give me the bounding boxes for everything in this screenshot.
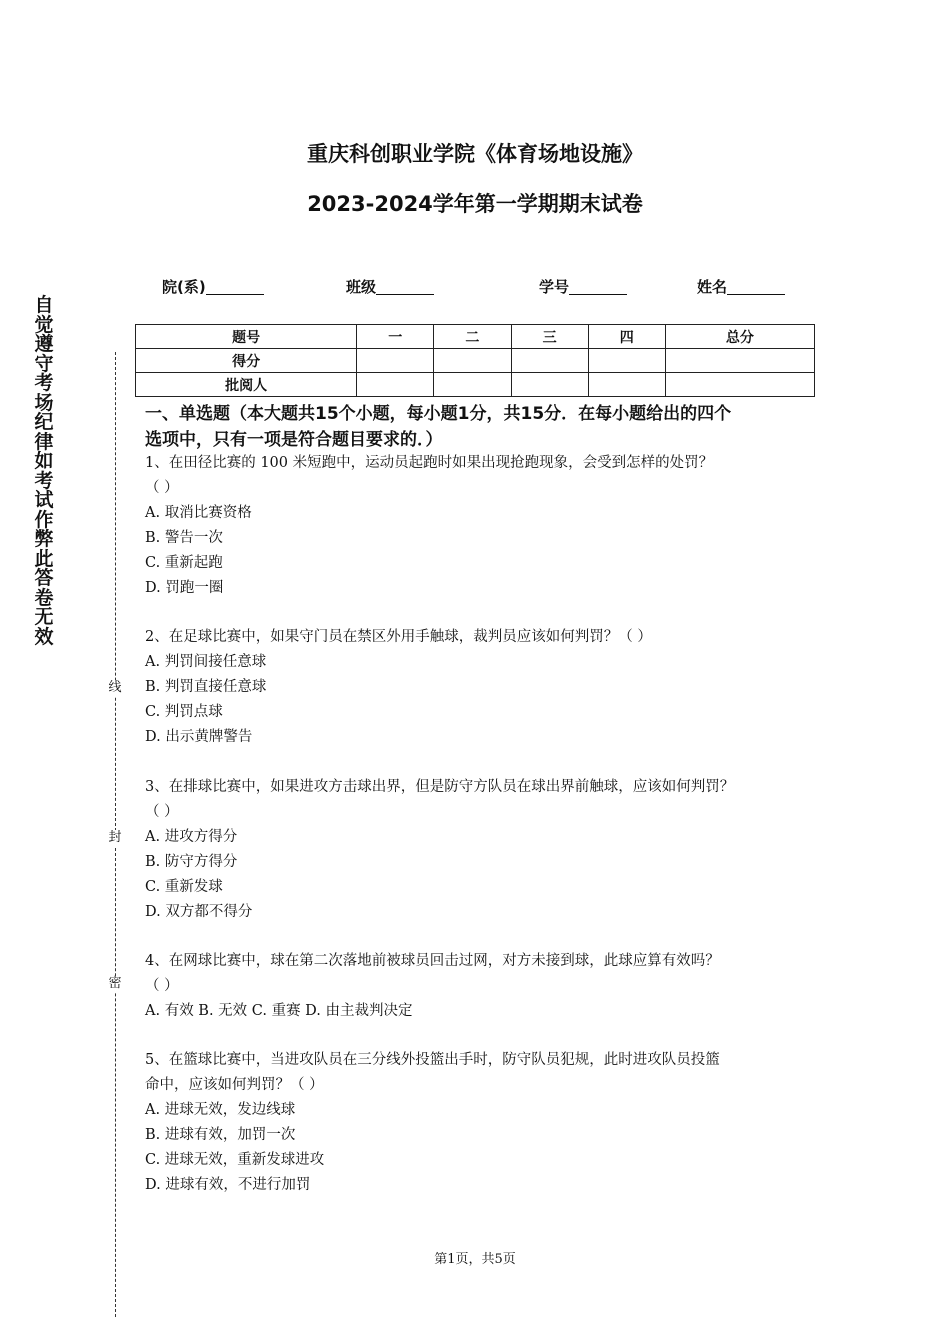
exam-title-line1: 重庆科创职业学院《体育场地设施》 <box>307 142 643 166</box>
student-id-field <box>539 276 627 297</box>
question-stem: （ ） <box>145 480 179 496</box>
class-field <box>346 276 434 297</box>
notice-char: 律 <box>34 430 54 453</box>
exam-title-line2: 2023-2024学年第一学期期末试卷 <box>307 192 643 216</box>
notice-char: 觉 <box>34 313 54 336</box>
option-d[interactable]: D. 罚跑一圈 <box>145 580 224 596</box>
option-a[interactable]: A. 判罚间接任意球 <box>145 654 267 670</box>
section-heading-line2: 选项中，只有一项是符合题目要求的．） <box>145 430 443 450</box>
notice-char: 守 <box>34 352 54 375</box>
options-inline[interactable]: A. 有效 B. 无效 C. 重赛 D. 由主裁判决定 <box>145 1003 413 1019</box>
seal-mark-line: 线 <box>108 680 122 695</box>
score-cell[interactable] <box>434 349 511 373</box>
question-stem: （ ） <box>145 804 179 820</box>
option-a[interactable]: A. 进球无效，发边线球 <box>145 1102 296 1118</box>
question-stem: 2、在足球比赛中，如果守门员在禁区外用手触球，裁判员应该如何判罚？（ ） <box>145 629 652 645</box>
option-c[interactable]: C. 重新发球 <box>145 879 223 895</box>
name-label: 姓名 <box>697 278 728 296</box>
score-row-label: 得分 <box>136 349 357 373</box>
reviewer-cell[interactable] <box>434 373 511 397</box>
department-field <box>162 276 264 297</box>
notice-char: 无 <box>34 606 54 628</box>
question-stem: 3、在排球比赛中，如果进攻方击球出界，但是防守方队员在球出界前触球，应该如何判罚？ <box>145 779 735 795</box>
notice-char: 遵 <box>34 333 54 355</box>
option-d[interactable]: D. 双方都不得分 <box>145 904 253 920</box>
section-heading-line1: 一、单选题（本大题共15个小题，每小题1分，共15分．在每小题给出的四个 <box>145 404 732 424</box>
score-table-header: 四 <box>588 325 665 349</box>
score-table <box>135 324 815 397</box>
question-3 <box>145 775 825 925</box>
question-stem: 1、在田径比赛的 100 米短跑中，运动员起跑时如果出现抢跑现象，会受到怎样的处罚？ <box>145 455 714 471</box>
score-table-header: 一 <box>357 325 434 349</box>
score-table-header: 题号 <box>136 325 357 349</box>
page-number: 第1页，共5页 <box>434 1252 516 1267</box>
reviewer-cell[interactable] <box>665 373 814 397</box>
notice-char: 试 <box>34 489 54 511</box>
reviewer-row-label: 批阅人 <box>136 373 357 397</box>
department-label: 院(系) <box>162 278 206 296</box>
notice-char: 考 <box>34 372 54 394</box>
option-b[interactable]: B. 防守方得分 <box>145 854 238 870</box>
seal-mark-secret: 密 <box>108 976 122 991</box>
name-field <box>697 276 785 297</box>
score-table-header: 二 <box>434 325 511 349</box>
score-cell[interactable] <box>665 349 814 373</box>
student-id-blank[interactable] <box>569 280 627 295</box>
notice-char: 答 <box>34 567 54 589</box>
question-stem: （ ） <box>145 978 179 994</box>
option-c[interactable]: C. 进球无效，重新发球进攻 <box>145 1152 325 1168</box>
score-table-header-row <box>136 325 815 349</box>
notice-char: 此 <box>34 547 54 570</box>
reviewer-cell[interactable] <box>588 373 665 397</box>
notice-char: 考 <box>34 469 54 492</box>
notice-char: 如 <box>34 450 54 472</box>
notice-char: 弊 <box>34 528 54 550</box>
option-a[interactable]: A. 进攻方得分 <box>145 829 238 845</box>
option-b[interactable]: B. 判罚直接任意球 <box>145 679 267 695</box>
option-b[interactable]: B. 警告一次 <box>145 530 223 546</box>
score-row <box>136 349 815 373</box>
score-cell[interactable] <box>357 349 434 373</box>
question-2 <box>145 625 825 750</box>
exam-discipline-notice <box>32 296 56 647</box>
notice-char: 纪 <box>34 411 54 433</box>
question-4 <box>145 949 825 1024</box>
notice-char: 卷 <box>34 586 54 609</box>
score-cell[interactable] <box>511 349 588 373</box>
option-d[interactable]: D. 出示黄牌警告 <box>145 729 253 745</box>
option-c[interactable]: C. 判罚点球 <box>145 704 223 720</box>
score-table-header: 总分 <box>665 325 814 349</box>
notice-char: 场 <box>34 391 54 414</box>
department-blank[interactable] <box>206 280 264 295</box>
seal-mark-seal: 封 <box>108 830 122 845</box>
notice-char: 作 <box>34 508 54 531</box>
name-blank[interactable] <box>727 280 785 295</box>
score-table-header: 三 <box>511 325 588 349</box>
option-b[interactable]: B. 进球有效，加罚一次 <box>145 1127 296 1143</box>
section-heading <box>145 401 825 453</box>
option-a[interactable]: A. 取消比赛资格 <box>145 505 252 521</box>
score-cell[interactable] <box>588 349 665 373</box>
notice-char: 自 <box>34 294 54 316</box>
student-id-label: 学号 <box>539 278 570 296</box>
reviewer-cell[interactable] <box>511 373 588 397</box>
class-label: 班级 <box>346 278 377 296</box>
notice-char: 效 <box>34 625 54 648</box>
question-5 <box>145 1048 825 1198</box>
option-c[interactable]: C. 重新起跑 <box>145 555 223 571</box>
question-stem: 5、在篮球比赛中，当进攻队员在三分线外投篮出手时，防守队员犯规，此时进攻队员投篮 <box>145 1052 720 1068</box>
option-d[interactable]: D. 进球有效，不进行加罚 <box>145 1177 311 1193</box>
reviewer-cell[interactable] <box>357 373 434 397</box>
question-stem: 命中，应该如何判罚？（ ） <box>145 1077 324 1093</box>
reviewer-row <box>136 373 815 397</box>
class-blank[interactable] <box>376 280 434 295</box>
question-stem: 4、在网球比赛中，球在第二次落地前被球员回击过网，对方未接到球，此球应算有效吗？ <box>145 953 720 969</box>
question-1 <box>145 451 825 601</box>
